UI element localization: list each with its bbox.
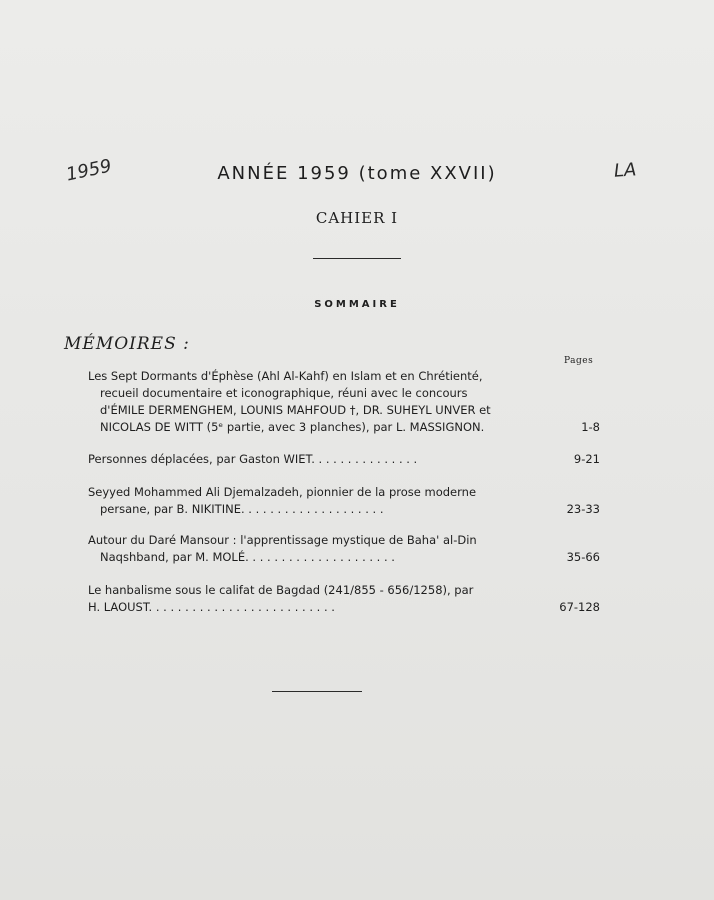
toc-entry-line: d'ÉMILE DERMENGHEM, LOUNIS MAHFOUD †, DR. SUHEYL UNVER et — [100, 403, 491, 417]
toc-entry-line: Les Sept Dormants d'Éphèse (Ahl Al-Kahf) en Islam et en Chrétienté, — [88, 369, 483, 383]
toc-entry-pages: 67-128 — [559, 600, 600, 614]
divider-top — [313, 258, 401, 259]
toc-entry — [88, 451, 600, 468]
toc-entry-line: persane, par B. NIKITINE. . . . . . . . . . . . . . . . . . . . — [100, 502, 384, 516]
toc-entry-line: Le hanbalisme sous le califat de Bagdad (241/855 - 656/1258), par — [88, 583, 474, 597]
toc-entry-line: recueil documentaire et iconographique, réuni avec le concours — [100, 386, 468, 400]
toc-entry-line: Seyyed Mohammed Ali Djemalzadeh, pionnier de la prose moderne — [88, 485, 477, 499]
handwritten-annotation-right: LA — [613, 159, 638, 182]
section-label: MÉMOIRES : — [64, 334, 190, 354]
toc-entry-line: H. LAOUST. . . . . . . . . . . . . . . . . . . . . . . . . . — [88, 600, 335, 614]
pages-column-label: Pages — [564, 356, 594, 366]
toc-entry-line: Personnes déplacées, par Gaston WIET. . . . . . . . . . . . . . . — [88, 452, 418, 466]
toc-entry-line: Autour du Daré Mansour : l'apprentissage mystique de Baha' al-Din — [88, 533, 477, 547]
toc-entry-line: NICOLAS DE WITT (5ᵉ partie, avec 3 planches), par L. MASSIGNON. — [100, 420, 485, 434]
handwritten-annotation-left: 1959 — [64, 155, 114, 186]
toc-entry-pages: 23-33 — [566, 502, 600, 516]
toc-entry — [88, 368, 600, 436]
toc-entry — [88, 532, 600, 566]
summary-heading: SOMMAIRE — [314, 299, 400, 310]
toc-entry — [88, 582, 600, 616]
toc-entry — [88, 484, 600, 518]
toc-entry-line: Naqshband, par M. MOLÉ. . . . . . . . . . . . . . . . . . . . . — [100, 550, 395, 564]
toc-entry-pages: 9-21 — [573, 452, 600, 466]
divider-bottom — [272, 691, 362, 692]
toc-entry-pages: 1-8 — [581, 420, 600, 434]
issue-subtitle: CAHIER I — [315, 209, 399, 227]
toc-entry-pages: 35-66 — [566, 550, 600, 564]
volume-title: ANNÉE 1959 (tome XXVII) — [217, 163, 497, 184]
